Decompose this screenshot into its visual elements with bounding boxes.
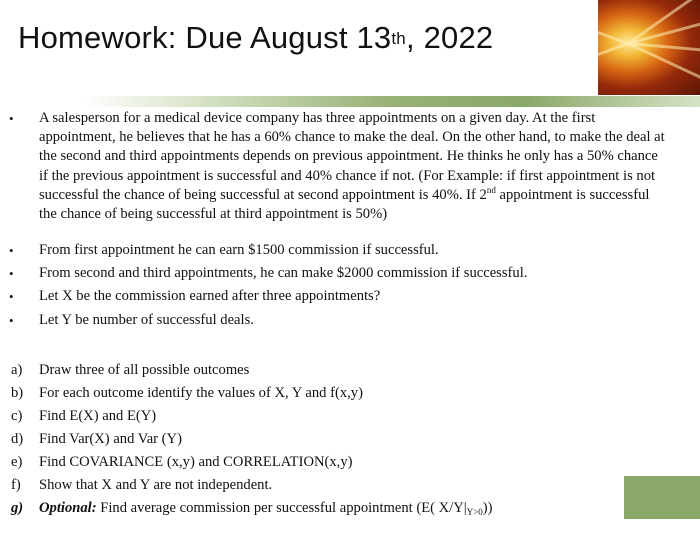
question-item — [0, 407, 700, 430]
bullet-define-x: • Let X be the commission earned after three appointments? — [0, 287, 700, 306]
question-label: b) — [11, 385, 24, 401]
question-label: a) — [11, 362, 23, 378]
bullet-icon: • — [9, 111, 14, 126]
question-text: Draw three of all possible outcomes — [39, 362, 250, 378]
question-item — [0, 453, 700, 476]
question-text: Show that X and Y are not independent. — [39, 477, 273, 493]
page-title: Homework: Due August 13th, 2022 — [18, 20, 494, 55]
question-label: d) — [11, 431, 24, 447]
bullet-icon: • — [9, 266, 14, 282]
bullet-later-commission: • From second and third appointments, he can make $2000 commission if successful. — [0, 264, 700, 283]
question-label: g) — [11, 500, 24, 516]
question-text: For each outcome identify the values of X, Y and f(x,y) — [39, 385, 363, 401]
optional-question-item: g) Optional: Find average commission per successful appointment (E( $X/Y|_{Y>0}$)) — [11, 500, 493, 517]
optional-label: Optional: — [39, 500, 97, 516]
question-item — [0, 384, 700, 407]
bullet-first-commission: • From first appointment he can earn $1500 commission if successful. — [0, 241, 700, 260]
bullet-icon: • — [9, 289, 14, 305]
question-label: f) — [11, 477, 21, 493]
conditional-subscript: Y>0 — [466, 507, 483, 517]
question-text: Find COVARIANCE (x,y) and CORRELATION(x,y) — [39, 454, 353, 470]
question-item — [0, 430, 700, 453]
bullet-define-y: • Let Y be number of successful deals. — [0, 311, 700, 330]
green-gradient-divider — [0, 96, 700, 107]
problem-statement-list — [0, 109, 700, 330]
question-text: Find E(X) and E(Y) — [39, 408, 157, 424]
question-list — [0, 361, 700, 522]
bullet-icon: • — [9, 243, 14, 258]
question-label: c) — [11, 408, 23, 424]
bullet-problem-description: • A salesperson for a medical device company has three appointments on a given day. At the first appointment, he believes that he has a 60% chance to make the deal. On the other hand, to make the deal at the second and third appointments depends on previous appointment. He thinks he only has a 50% chance if the previous appointment is successful and 40% chance if not. (For Example: if first appointment is not successful the chance of being successful at second appointment is 40%. If 2nd appointment is successful the chance of being successful at third appointment is 50%) — [9, 110, 665, 223]
bullet-icon: • — [9, 312, 14, 328]
question-label: e) — [11, 454, 23, 470]
question-item — [0, 361, 700, 384]
question-item — [0, 476, 700, 499]
question-text: Find average commission per successful appointment (E( X/Y| — [96, 500, 467, 516]
decorative-light-burst-image — [598, 0, 700, 95]
decorative-green-block — [624, 476, 700, 519]
question-text: Find Var(X) and Var (Y) — [39, 431, 182, 447]
